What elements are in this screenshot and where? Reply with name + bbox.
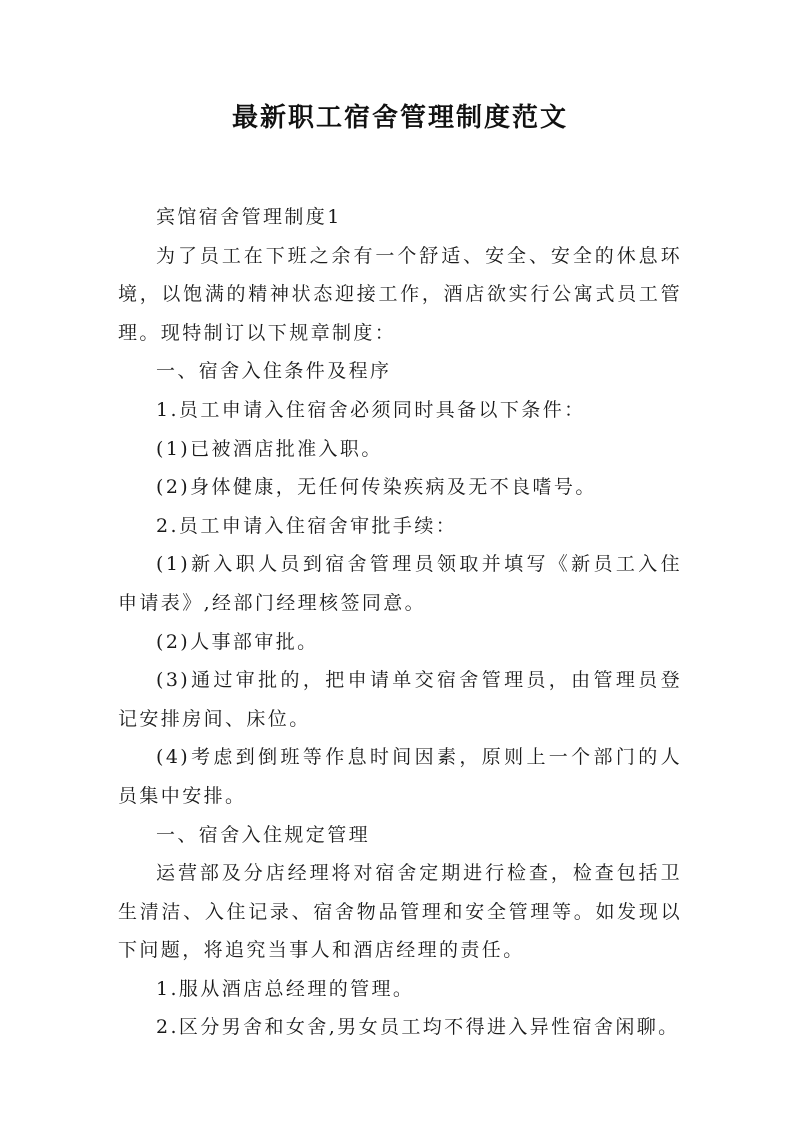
intro-paragraph: 为了员工在下班之余有一个舒适、安全、安全的休息环境，以饱满的精神状态迎接工作，酒店欲实行公寓式员工管理。现特制订以下规章制度： (118, 244, 682, 344)
sub-list-item: (1)新入职人员到宿舍管理员领取并填写《新员工入住申请表》,经部门经理核签同意。 (118, 553, 682, 614)
sub-list-item: (3)通过审批的，把申请单交宿舍管理员，由管理员登记安排房间、床位。 (118, 669, 682, 730)
sub-list-item: (1)已被酒店批准入职。 (156, 437, 383, 460)
section-heading: 宾馆宿舍管理制度1 (156, 206, 342, 228)
list-item: 2.区分男舍和女舍,男女员工均不得进入异性宿舍闲聊。 (156, 1016, 680, 1039)
list-item: 1.员工申请入住宿舍必须同时具备以下条件： (156, 398, 586, 421)
chapter-heading: 一、宿舍入住条件及程序 (156, 360, 392, 383)
sub-list-item: (2)身体健康，无任何传染疾病及无不良嗜号。 (156, 476, 597, 499)
sub-list-item: (2)人事部审批。 (156, 630, 319, 653)
sub-list-item: (4)考虑到倒班等作息时间因素，原则上一个部门的人员集中安排。 (118, 746, 682, 807)
body-paragraph: 运营部及分店经理将对宿舍定期进行检查，检查包括卫生清洁、入住记录、宿舍物品管理和安全管理等。如发现以下问题，将追究当事人和酒店经理的责任。 (118, 862, 682, 962)
chapter-heading: 一、宿舍入住规定管理 (156, 823, 371, 846)
list-item: 2.员工申请入住宿舍审批手续： (156, 514, 458, 537)
document-title: 最新职工宿舍管理制度范文 (231, 103, 568, 133)
list-item: 1.服从酒店总经理的管理。 (156, 977, 415, 1000)
document-body (118, 198, 682, 1047)
